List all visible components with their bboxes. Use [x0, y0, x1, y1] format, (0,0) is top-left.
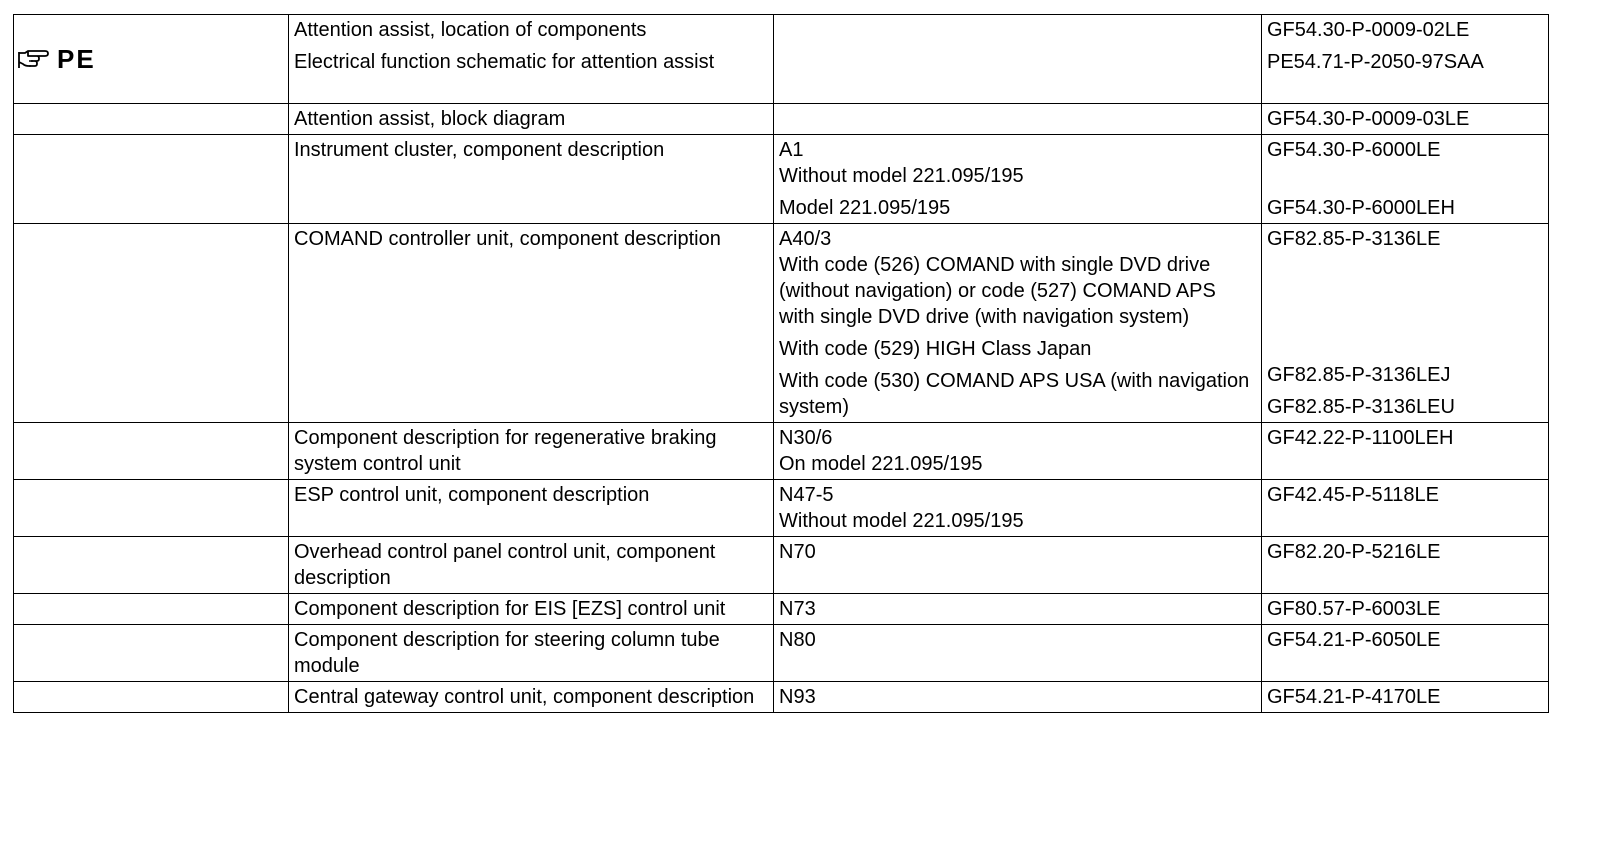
- component-cell: [774, 625, 1262, 682]
- component-cell: [774, 135, 1262, 224]
- document-reference[interactable]: GF42.22-P-1100LEH: [1267, 427, 1454, 449]
- component-code: N73: [779, 598, 816, 620]
- topic-cell: [289, 135, 774, 224]
- topic-text[interactable]: Component description for steering column tube module: [294, 629, 720, 677]
- topic-text[interactable]: Overhead control panel control unit, component description: [294, 541, 716, 589]
- document-type-cell: [14, 15, 289, 104]
- document-reference[interactable]: GF54.30-P-6000LE: [1267, 139, 1441, 161]
- document-reference[interactable]: GF54.21-P-4170LE: [1267, 686, 1441, 708]
- topic-text[interactable]: Attention assist, block diagram: [294, 108, 566, 130]
- reference-cell: [1262, 682, 1549, 713]
- table-row: [14, 537, 1549, 594]
- document-type-cell: [14, 625, 289, 682]
- document-reference[interactable]: GF42.45-P-5118LE: [1267, 484, 1439, 506]
- condition-text: Without model 221.095/195: [779, 510, 1024, 532]
- topic-text[interactable]: Electrical function schematic for attention assist: [294, 51, 715, 73]
- document-reference[interactable]: GF82.85-P-3136LE: [1267, 228, 1441, 250]
- reference-cell: [1262, 224, 1549, 423]
- document-reference[interactable]: GF54.30-P-6000LEH: [1267, 197, 1455, 219]
- component-cell: [774, 537, 1262, 594]
- reference-cell: [1262, 15, 1549, 104]
- topic-text[interactable]: Instrument cluster, component description: [294, 139, 665, 161]
- document-type-cell: [14, 135, 289, 224]
- table-row: [14, 135, 1549, 224]
- component-code: A1: [779, 139, 804, 161]
- table-row: [14, 594, 1549, 625]
- table-row: [14, 480, 1549, 537]
- topic-text[interactable]: Component description for regenerative braking system control unit: [294, 427, 717, 475]
- component-code: N47-5: [779, 484, 834, 506]
- topic-text[interactable]: Central gateway control unit, component description: [294, 686, 755, 708]
- table-row: [14, 104, 1549, 135]
- table-row: [14, 625, 1549, 682]
- component-cell: [774, 104, 1262, 135]
- table-row: [14, 682, 1549, 713]
- condition-text: Model 221.095/195: [779, 197, 951, 219]
- reference-table: [13, 14, 1549, 713]
- component-code: N70: [779, 541, 816, 563]
- document-type-cell: [14, 104, 289, 135]
- component-cell: [774, 480, 1262, 537]
- topic-cell: [289, 15, 774, 104]
- document-type-cell: [14, 594, 289, 625]
- document-reference[interactable]: GF82.85-P-3136LEU: [1267, 396, 1455, 418]
- condition-text: Without model 221.095/195: [779, 165, 1024, 187]
- document-reference[interactable]: GF54.21-P-6050LE: [1267, 629, 1441, 651]
- document-type-cell: [14, 423, 289, 480]
- topic-cell: [289, 104, 774, 135]
- condition-text: With code (529) HIGH Class Japan: [779, 338, 1092, 360]
- document-reference[interactable]: GF54.30-P-0009-03LE: [1267, 108, 1470, 130]
- topic-text[interactable]: ESP control unit, component description: [294, 484, 650, 506]
- document-reference[interactable]: GF54.30-P-0009-02LE: [1267, 19, 1470, 41]
- condition-text: With code (526) COMAND with single DVD drive (without navigation) or code (527) COMAND APS with single DVD drive (with navigation system): [779, 254, 1216, 328]
- document-type-cell: [14, 224, 289, 423]
- reference-cell: [1262, 480, 1549, 537]
- component-code: N80: [779, 629, 816, 651]
- document-type-cell: [14, 537, 289, 594]
- reference-cell: [1262, 423, 1549, 480]
- condition-text: With code (530) COMAND APS USA (with navigation system): [779, 370, 1250, 418]
- document-reference[interactable]: PE54.71-P-2050-97SAA: [1267, 51, 1484, 73]
- topic-cell: [289, 594, 774, 625]
- document-reference[interactable]: GF82.85-P-3136LEJ: [1267, 364, 1451, 386]
- condition-text: On model 221.095/195: [779, 453, 983, 475]
- pe-label: PE: [57, 44, 96, 74]
- topic-text[interactable]: Attention assist, location of components: [294, 19, 647, 41]
- table-row: [14, 15, 1549, 104]
- reference-cell: [1262, 537, 1549, 594]
- topic-cell: [289, 625, 774, 682]
- topic-cell: [289, 682, 774, 713]
- component-cell: [774, 594, 1262, 625]
- topic-cell: [289, 224, 774, 423]
- topic-text[interactable]: Component description for EIS [EZS] control unit: [294, 598, 726, 620]
- topic-cell: [289, 480, 774, 537]
- component-code: N93: [779, 686, 816, 708]
- table-row: [14, 224, 1549, 423]
- topic-cell: [289, 537, 774, 594]
- component-cell: [774, 682, 1262, 713]
- reference-cell: [1262, 135, 1549, 224]
- reference-cell: [1262, 104, 1549, 135]
- document-reference[interactable]: GF80.57-P-6003LE: [1267, 598, 1441, 620]
- pointing-hand-icon: [17, 48, 49, 70]
- reference-cell: [1262, 625, 1549, 682]
- component-cell: [774, 224, 1262, 423]
- component-code: A40/3: [779, 228, 832, 250]
- component-cell: [774, 423, 1262, 480]
- topic-text[interactable]: COMAND controller unit, component description: [294, 228, 721, 250]
- document-type-cell: [14, 480, 289, 537]
- reference-cell: [1262, 594, 1549, 625]
- table-row: [14, 423, 1549, 480]
- topic-cell: [289, 423, 774, 480]
- component-cell: [774, 15, 1262, 104]
- document-reference[interactable]: GF82.20-P-5216LE: [1267, 541, 1441, 563]
- component-code: N30/6: [779, 427, 833, 449]
- document-type-cell: [14, 682, 289, 713]
